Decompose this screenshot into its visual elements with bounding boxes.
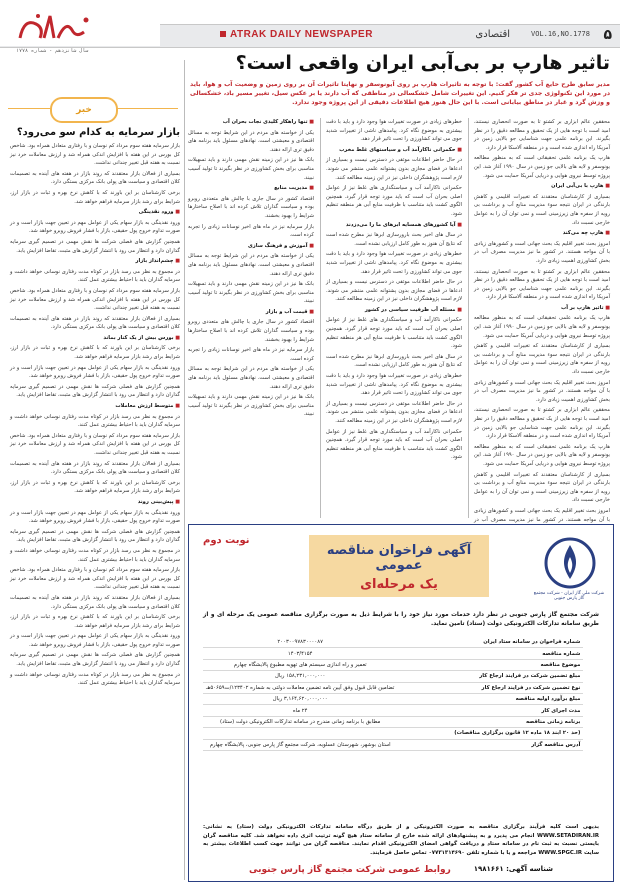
paragraph: در مجموع به نظر می رسد بازار در کوتاه مدت رفتاری نوسانی خواهد داشت و سرمایه گذاران باید با احتیاط بیشتری عمل کنند. [10,547,180,563]
subheading: ■ تاثیر هارپ بر آب [474,304,610,313]
table-row [203,705,583,716]
ad-title: آگهی فراخوان مناقصه عمومی [326,543,472,573]
ad-identifier: شناسه آگهی: ۱۹۸۱۶۶۱ [473,865,553,873]
article-column-inner-left [188,118,314,518]
paragraph: یکی از خواسته های مردم در این شرایط توجه به مسائل اقتصادی و معیشتی است. نهادهای مسئول باید برنامه های دقیق تری ارائه دهند. [188,366,314,390]
table-row [203,728,583,739]
main-headline: تاثیر هارپ بر بی‌آبی ایران واقعی است؟ [235,52,610,74]
page-number: ۵ [603,27,612,43]
ad-logo-caption: شرکت ملی گاز ایران - شرکت مجتمع گاز پارس جنوبی [533,591,605,601]
paragraph: بازار سرمایه هفته سوم مرداد کم نوسان و با رفتاری متعادل همراه بود. شاخص کل بورس در این هفته با افزایش اندکی همراه شد و ارزش معاملات خرد نیز نسبت به هفته قبل تغییر چندانی نداشت. [10,143,180,167]
paragraph: یکی از خواسته های مردم در این شرایط توجه به مسائل اقتصادی و معیشتی است. نهادهای مسئول باید برنامه های دقیق تری ارائه دهند. [188,129,314,153]
paragraph: بسیاری از کارشناسان معتقدند که تغییرات اقلیمی و کاهش بارندگی در ایران نتیجه سوء مدیریت منابع آب و برداشت بی رویه از سفره های زیرزمینی است و نمی توان آن را به عوامل خارجی نسبت داد. [474,193,610,226]
paragraph: در سال های اخیر بحث بارورسازی ابرها نیز مطرح شده است که نتایج آن هنوز به طور کامل ارزیابی نشده است. [326,353,462,369]
table-cell-key: شماره فراخوان در سامانه ستاد ایران [397,637,583,648]
paragraph: در حال حاضر اطلاعات موثقی در دسترس نیست و بسیاری از ادعاها در فضای مجازی بدون پشتوانه علمی منتشر می شوند. لازم است پژوهشگران داخلی نیز در این زمینه مطالعه کنند. [326,400,462,424]
subheading: ■ آیا کشورهای همسایه ابرهای ما را می‌دزدند [326,221,462,230]
paragraph: بازار سرمایه هفته سوم مرداد کم نوسان و با رفتاری متعادل همراه بود. شاخص کل بورس در این هفته با افزایش اندکی همراه شد و ارزش معاملات خرد نیز نسبت به هفته قبل تغییر چندانی نداشت. [10,432,180,456]
paragraph: در مجموع به نظر می رسد بازار در کوتاه مدت رفتاری نوسانی خواهد داشت و سرمایه گذاران باید با احتیاط بیشتری عمل کنند. [10,671,180,687]
paragraph: برخی کارشناسان بر این باورند که با کاهش نرخ بهره و ثبات در بازار ارز، شرایط برای رشد بازار سرمایه فراهم خواهد شد. [10,614,180,629]
table-cell-value: ۲۴ ماه [203,705,397,716]
subheading: ■ متوسط ارزش معاملات [10,402,180,411]
subheading: ■ چشم‌انداز بازار [10,257,180,266]
table-cell-key: مبلغ برآورد اولیه مناقصه [397,693,583,704]
ad-signature: روابط عمومی شرکت مجتمع گاز پارس جنوبی [249,865,451,875]
ad-title-box [309,535,489,597]
subheading: ■ هارپ چه می‌کند [474,229,610,238]
article-column-middle [326,118,462,518]
gas-company-logo-icon [541,535,599,595]
paragraph: محققین عالم ابزاری بر کشتو تا به صورت انحصاری نیستند، امید است با توجه هایی از یک تحقیق و مطالعه دقیق را در نظر بگیرند. این برنامه علمی جهت شناسایی جو بالایی زمین در آمریکا راه اندازی شده است و در منطقه آلاسکا قرار دارد. [474,268,610,301]
news-badge: خبر [50,97,118,123]
left-feature-body [10,142,180,878]
paragraph: در مجموع به نظر می رسد بازار در کوتاه مدت رفتاری نوسانی خواهد داشت و سرمایه گذاران باید با احتیاط بیشتری عمل کنند. [10,268,180,284]
paragraph: برخی کارشناسان بر این باورند که با کاهش نرخ بهره و ثبات در بازار ارز، شرایط برای رشد بازار سرمایه فراهم خواهد شد. [10,345,180,361]
paragraph: بسیاری از فعالان بازار معتقدند که روند بازار در هفته های آینده به تصمیمات کلان اقتصادی و سیاست های پولی بانک مرکزی بستگی دارد. [10,460,180,476]
table-cell-value: مطابق با برنامه زمانی مندرج در سامانه تدارکات الکترونیکی دولت (ستاد) [203,716,397,727]
paragraph: بسیاری از فعالان بازار معتقدند که روند بازار در هفته های آینده به تصمیمات کلان اقتصادی و سیاست های پولی بانک مرکزی بستگی دارد. [10,315,180,331]
table-cell-value: استان بوشهر، شهرستان عسلویه، شرکت مجتمع گاز پارس جنوبی، پالایشگاه چهارم [203,739,397,750]
article-column-right [474,118,610,523]
ad-details-table [203,637,583,751]
paragraph: بسیاری از فعالان بازار معتقدند که روند بازار در هفته های آینده به تصمیمات کلان اقتصادی و سیاست های پولی بانک مرکزی بستگی دارد. [10,594,180,610]
paragraph: بازار سرمایه نیز در ماه های اخیر نوسانات زیادی را تجربه کرده است. [188,347,314,362]
subheading: ■ مسئله آب ظرفیت سیاسی در کشور [326,306,462,315]
table-cell-value: تعمیر و راه اندازی سیستم های تهویه مطبوع پالایشگاه چهارم [203,659,397,670]
table-cell-value: ۳,۱۶۴,۶۲۰,۰۰۰,۰۰۰ ریال [203,693,397,704]
paragraph: برخی کارشناسان بر این باورند که با کاهش نرخ بهره و ثبات در بازار ارز، شرایط برای رشد بازار سرمایه فراهم خواهد شد. [10,189,180,205]
logo-subtitle: سال شانزدهم - شماره ۱۷۷۸ [16,48,89,54]
table-row [203,648,583,659]
paragraph: امروز بحث تغییر اقلیم یک بحث جهانی است و کشورهای زیادی با آن مواجه هستند. در کشور ما نیز مدیریت مصرف آب در بخش کشاورزی اهمیت زیادی دارد. [474,240,610,264]
paragraph: اقتصاد کشور در سال جاری با چالش های متعددی روبرو بوده و سیاست گذاران تلاش کرده اند با اصلاح ساختارها شرایط را بهبود بخشند. [188,195,314,219]
volume-info: VOL.16,NO.1778 [530,30,590,38]
paragraph: هارپ یک برنامه علمی تحقیقاتی است که به منظور مطالعه یونوسفر و لایه های بالایی جو زمین در سال ۱۹۹۰ آغاز شد. این پروژه توسط نیروی هوایی و دریایی آمریکا حمایت می شود. [474,315,610,339]
paragraph: در حال حاضر اطلاعات موثقی در دسترس نیست و بسیاری از ادعاها در فضای مجازی بدون پشتوانه علمی منتشر می شوند. لازم است پژوهشگران داخلی نیز در این زمینه مطالعه کنند. [326,279,462,303]
paragraph: بازار سرمایه هفته سوم مرداد کم نوسان و با رفتاری متعادل همراه بود. شاخص کل بورس در این هفته با افزایش اندکی همراه شد و ارزش معاملات خرد نیز نسبت به هفته قبل تغییر چندانی نداشت. [10,567,180,591]
paragraph: هارپ یک برنامه علمی تحقیقاتی است که به منظور مطالعه یونوسفر و لایه های بالایی جو زمین در سال ۱۹۹۰ آغاز شد. این پروژه توسط نیروی هوایی و دریایی آمریکا حمایت می شود. [474,443,610,467]
paragraph: بسیاری از کارشناسان معتقدند که تغییرات اقلیمی و کاهش بارندگی در ایران نتیجه سوء مدیریت منابع آب و برداشت بی رویه از سفره های زیرزمینی است و نمی توان آن را به عوامل خارجی نسبت داد. [474,471,610,504]
paragraph: امروز بحث تغییر اقلیم یک بحث جهانی است و کشورهای زیادی با آن مواجه هستند. در کشور ما نیز مدیریت مصرف آب در بخش کشاورزی اهمیت زیادی دارد. [474,379,610,403]
subheading: ■ ورود نقدینگی [10,208,180,217]
paragraph: خطرهای زیادی در صورت تغییرات هوا وجود دارد و باید با دقت بیشتری به موضوع نگاه کرد. پیامدهای ناشی از تغییرات شدید جوی می تواند کشاورزی را تحت تاثیر قرار دهد. [326,373,462,397]
square-bullet-icon [220,31,226,37]
paragraph: خطرهای زیادی در صورت تغییرات هوا وجود دارد و باید با دقت بیشتری به موضوع نگاه کرد. پیامدهای ناشی از تغییرات شدید جوی می تواند کشاورزی را تحت تاثیر قرار دهد. [326,251,462,275]
table-cell-key: نوع تضمین شرکت در فرایند ارجاع کار [397,682,583,693]
table-row [203,659,583,670]
tender-advertisement [188,524,614,882]
paragraph: در سال های اخیر بحث بارورسازی ابرها نیز مطرح شده است که نتایج آن هنوز به طور کامل ارزیابی نشده است. [326,232,462,247]
subheading: ■ بورس بیش از یک کنار بماند [10,334,180,343]
column-divider [184,60,185,880]
column-divider [320,118,321,518]
paragraph: بانک ها نیز در این زمینه نقش مهمی دارند و باید تسهیلات مناسبی برای بخش کشاورزی در نظر بگیرند تا تولید آسیب نبیند. [188,281,314,305]
paragraph: بانک ها نیز در این زمینه نقش مهمی دارند و باید تسهیلات مناسبی برای بخش کشاورزی در نظر بگیرند تا تولید آسیب نبیند. [188,394,314,418]
table-cell-key: مدت اجرای کار [397,705,583,716]
paragraph: بانک ها نیز در این زمینه نقش مهمی دارند و باید تسهیلات مناسبی برای بخش کشاورزی در نظر بگیرند تا تولید آسیب نبیند. [188,157,314,181]
newspaper-logo [14,8,94,48]
paragraph: در حال حاضر اطلاعات موثقی در دسترس نیست و بسیاری از ادعاها در فضای مجازی بدون پشتوانه علمی منتشر می شوند. لازم است پژوهشگران داخلی نیز در این زمینه مطالعه کنند. [326,157,462,181]
paragraph: ورود نقدینگی به بازار سهام یکی از عوامل مهم در تعیین جهت بازار است و در صورت تداوم خروج پول حقیقی، بازار با فشار فروش روبرو خواهد شد. [10,509,180,525]
paragraph: بسیاری از کارشناسان معتقدند که تغییرات اقلیمی و کاهش بارندگی در ایران نتیجه سوء مدیریت منابع آب و برداشت بی رویه از سفره های زیرزمینی است و نمی توان آن را به عوامل خارجی نسبت داد. [474,343,610,376]
table-cell-value [203,728,397,739]
paragraph: محققین عالم ابزاری بر کشتو تا به صورت انحصاری نیستند، امید است با توجه هایی از یک تحقیق و مطالعه دقیق را در نظر بگیرند. این برنامه علمی جهت شناسایی جو بالایی زمین در آمریکا راه اندازی شده است و در منطقه آلاسکا قرار دارد. [474,407,610,440]
table-cell-key: موضوع مناقصه [397,659,583,670]
table-cell-value: تضامین قابل قبول وفق آیین نامه تضمین معاملات دولتی به شماره ۱۲۳۴۰۲/ت۵۰۶۵۹هـ [203,682,397,693]
table-row [203,682,583,693]
paragraph: هارپ یک برنامه علمی تحقیقاتی است که به منظور مطالعه یونوسفر و لایه های بالایی جو زمین در سال ۱۹۹۰ آغاز شد. این پروژه توسط نیروی هوایی و دریایی آمریکا حمایت می شود. [474,155,610,179]
subheading: ■ مدیریت منابع [188,184,314,193]
subheading: ■ حکمرانی ناکارآمد آب و سیاستهای غلط مخرب [326,146,462,155]
paragraph: همچنین گزارش های فصلی شرکت ها نقش مهمی در تصمیم گیری سرمایه گذاران دارد و انتظار می رود با انتشار گزارش های مثبت، تقاضا افزایش یابد. [10,652,180,668]
table-row [203,739,583,750]
left-feature-title: بازار سرمایه به کدام سو می‌رود؟ [16,127,180,138]
paper-name-text: ATRAK DAILY NEWSPAPER [230,29,373,40]
table-row [203,716,583,727]
paragraph: همچنین گزارش های فصلی شرکت ها نقش مهمی در تصمیم گیری سرمایه گذاران دارد و انتظار می رود با انتشار گزارش های مثبت، تقاضا افزایش یابد. [10,383,180,399]
ad-subtitle: یک مرحله‌ای [360,577,438,592]
ad-intro: شرکت مجتمع گاز پارس جنوبی در نظر دارد خدمات مورد نیاز خود را با شرایط ذیل به صورت برگزاری مناقصه عمومی یک مرحله ای و از طریق سامانه تدارکات الکترونیکی دولت (ستاد) تامین نماید. [203,612,599,627]
subheading: ■ پیش‌بینی روند [10,498,180,507]
paragraph: ورود نقدینگی به بازار سهام یکی از عوامل مهم در تعیین جهت بازار است و در صورت تداوم خروج پول حقیقی، بازار با فشار فروش روبرو خواهد شد. [10,633,180,648]
subheading: ■ آموزش و فرهنگ سازی [188,242,314,251]
subheading: ■ تنها راهکار کلیدی نجات بحران آب [188,118,314,127]
subheading: ■ هارپ با بی‌آبی ایران [474,182,610,191]
subheading: ■ قیمت آب و بازار [188,308,314,317]
main-lead: مدیر سابق طرح حایع آب کشور گفت: با توجه به تاثیرات هارپ بر روی آیونوسفر و نهایتا تاثیرات آن بر روی زمین و وضعیت آب و هوا، باید در مورد این تکنولوژی جدی تر فکر کنیم. این تغییرات شامل خشکسالی در مناطقی که آب دارند یا بر عکس سیل، تغییر مسیر باد، خشکسالی و وزش گرد و غبار در مناطق بیابانی است. با این حال هنوز هیچ اطلاعات دقیقی از این پروژه وجود ندارد. [190,81,610,106]
table-row [203,637,583,648]
paragraph: حکمرانی ناکارآمد آب و سیاستگذاری های غلط نیز از عوامل اصلی بحران آب است که باید مورد توجه قرار گیرد. همچنین الگوی کشت باید متناسب با ظرفیت منابع آبی هر منطقه تنظیم شود. [326,428,462,461]
paragraph: محققین عالم ابزاری بر کشتو تا به صورت انحصاری نیستند، امید است با توجه هایی از یک تحقیق و مطالعه دقیق را در نظر بگیرند. این برنامه علمی جهت شناسایی جو بالایی زمین در آمریکا راه اندازی شده است و در منطقه آلاسکا قرار دارد. [474,119,610,151]
table-cell-key: آدرس مناقصه گزار [397,739,583,750]
paragraph: حکمرانی ناکارآمد آب و سیاستگذاری های غلط نیز از عوامل اصلی بحران آب است که باید مورد توجه قرار گیرد. همچنین الگوی کشت باید متناسب با ظرفیت منابع آبی هر منطقه تنظیم شود. [326,317,462,350]
paragraph: یکی از خواسته های مردم در این شرایط توجه به مسائل اقتصادی و معیشتی است. نهادهای مسئول باید برنامه های دقیق تری ارائه دهند. [188,253,314,277]
paragraph: امروز بحث تغییر اقلیم یک بحث جهانی است و کشورهای زیادی با آن مواجه هستند. در کشور ما نیز مدیریت مصرف آب در [474,507,610,523]
table-cell-key: شماره مناقصه [397,648,583,659]
table-row [203,693,583,704]
paragraph: ورود نقدینگی به بازار سهام یکی از عوامل مهم در تعیین جهت بازار است و در صورت تداوم خروج پول حقیقی، بازار با فشار فروش روبرو خواهد شد. [10,364,180,380]
paragraph: بازار سرمایه هفته سوم مرداد کم نوسان و با رفتاری متعادل همراه بود. شاخص کل بورس در این هفته با افزایش اندکی همراه شد و ارزش معاملات خرد نیز نسبت به هفته قبل تغییر چندانی نداشت. [10,287,180,312]
section-label: اقتصادی [475,29,510,40]
paragraph: اقتصاد کشور در سال جاری با چالش های متعددی روبرو بوده و سیاست گذاران تلاش کرده اند با اصلاح ساختارها شرایط را بهبود بخشند. [188,319,314,343]
table-cell-key: مبلغ تضمین شرکت در فرایند ارجاع کار [397,671,583,682]
paragraph: حکمرانی ناکارآمد آب و سیاستگذاری های غلط نیز از عوامل اصلی بحران آب است که باید مورد توجه قرار گیرد. همچنین الگوی کشت باید متناسب با ظرفیت منابع آبی هر منطقه تنظیم شود. [326,185,462,217]
table-cell-key: برنامه زمانی مناقصه [397,716,583,727]
ad-footer-text: بدیهی است کلیه فرآیند برگزاری مناقصه به صورت الکترونیکی و از طریق درگاه سامانه تدارکات الکترونیکی دولت (ستاد) به نشانی: WWW.SETADIRAN.IR انجام می پذیرد و به پیشنهادهای ارائه شده خارج از سامانه ستاد هیچ گونه ترتیب اثری داده نخواهد شد. کلیه مناقصه گران بایستی نسبت به ثبت نام در سامانه ستاد و دریافت گواهی امضای الکترونیکی اقدام نمایند. مناقصه گران می توانند جهت کسب اطلاعات بیشتر به سایت WWW.SPGC.IR مراجعه و یا با شماره تلفن ۰۷۷۳۱۳۱۴۶۹۰ تماس حاصل فرمایند. [203,824,599,856]
paragraph: همچنین گزارش های فصلی شرکت ها نقش مهمی در تصمیم گیری سرمایه گذاران دارد و انتظار می رود با انتشار گزارش های مثبت، تقاضا افزایش یابد. [10,238,180,254]
paragraph: بسیاری از فعالان بازار معتقدند که روند بازار در هفته های آینده به تصمیمات کلان اقتصادی و سیاست های پولی بانک مرکزی بستگی دارد. [10,170,180,186]
ad-notice-label: نوبت دوم [203,535,250,546]
column-divider [468,118,469,518]
table-row [203,671,583,682]
paragraph: ورود نقدینگی به بازار سهام یکی از عوامل مهم در تعیین جهت بازار است و در صورت تداوم خروج پول حقیقی، بازار با فشار فروش روبرو خواهد شد. [10,219,180,235]
paragraph: خطرهای زیادی در صورت تغییرات هوا وجود دارد و باید با دقت بیشتری به موضوع نگاه کرد. پیامدهای ناشی از تغییرات شدید جوی می تواند کشاورزی را تحت تاثیر قرار دهد. [326,119,462,143]
table-cell-value: ۲۰۰۳۰۰۹۷۸۳۰۰۰۰۸۷ [203,637,397,648]
table-cell-value: ۱۵۸,۲۳۱,۰۰۰,۰۰۰ ریال [203,671,397,682]
paragraph: بازار سرمایه نیز در ماه های اخیر نوسانات زیادی را تجربه کرده است. [188,223,314,239]
table-cell-value: ۱۴۰۳/۴۱۵۴ [203,648,397,659]
paragraph: همچنین گزارش های فصلی شرکت ها نقش مهمی در تصمیم گیری سرمایه گذاران دارد و انتظار می رود با انتشار گزارش های مثبت، تقاضا افزایش یابد. [10,528,180,544]
table-cell-key: (حد ۲۰ ابند ۱۸ ماده ۱۲ قانون برگزاری مناقصات) [397,728,583,739]
paragraph: برخی کارشناسان بر این باورند که با کاهش نرخ بهره و ثبات در بازار ارز، شرایط برای رشد بازار سرمایه فراهم خواهد شد. [10,479,180,495]
paragraph: در مجموع به نظر می رسد بازار در کوتاه مدت رفتاری نوسانی خواهد داشت و سرمایه گذاران باید با احتیاط بیشتری عمل کنند. [10,413,180,429]
paper-name [220,29,373,40]
